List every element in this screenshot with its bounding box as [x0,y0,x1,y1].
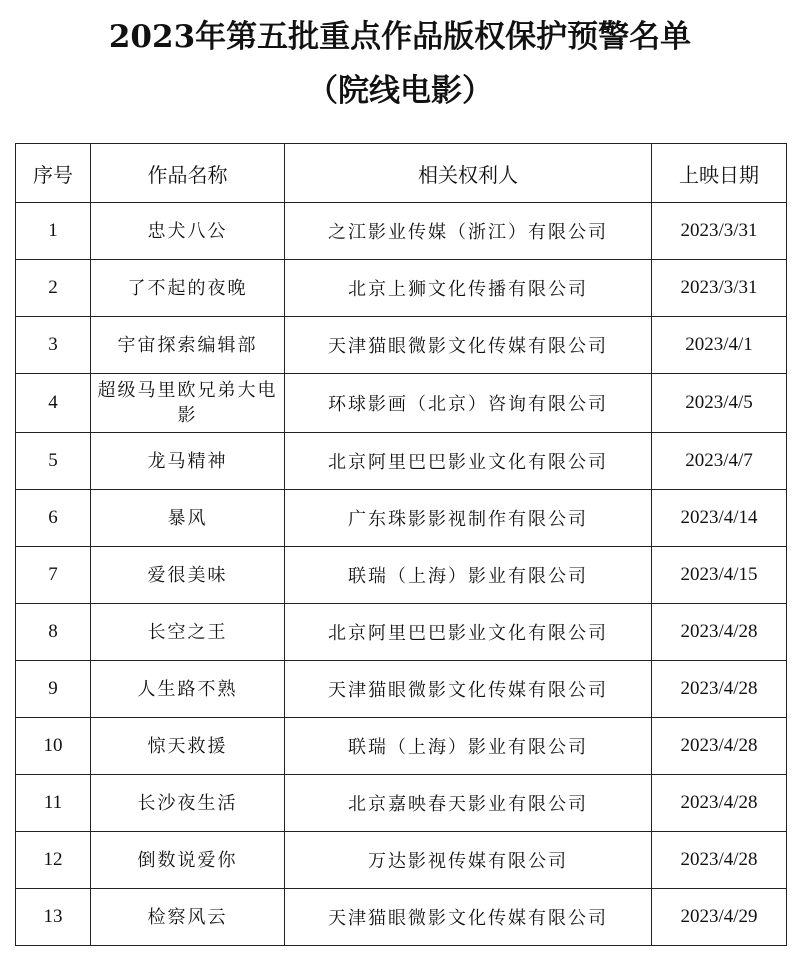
cell-no: 6 [16,490,91,547]
table-row [16,433,787,490]
cell-rightholder: 北京嘉映春天影业有限公司 [285,775,652,832]
cell-rightholder: 北京阿里巴巴影业文化有限公司 [285,433,652,490]
table-row [16,775,787,832]
cell-no: 4 [16,374,91,433]
table-row [16,317,787,374]
cell-release-date: 2023/4/28 [652,718,787,775]
cell-no: 8 [16,604,91,661]
cell-title: 了不起的夜晚 [91,260,285,317]
cell-release-date: 2023/4/29 [652,889,787,946]
cell-release-date: 2023/3/31 [652,260,787,317]
cell-title: 暴风 [91,490,285,547]
cell-release-date: 2023/4/15 [652,547,787,604]
cell-rightholder: 广东珠影影视制作有限公司 [285,490,652,547]
cell-rightholder: 天津猫眼微影文化传媒有限公司 [285,661,652,718]
cell-title: 人生路不熟 [91,661,285,718]
cell-rightholder: 之江影业传媒（浙江）有限公司 [285,203,652,260]
cell-title [91,374,285,433]
cell-release-date: 2023/3/31 [652,203,787,260]
cell-no: 5 [16,433,91,490]
cell-no: 13 [16,889,91,946]
cell-no: 2 [16,260,91,317]
cell-rightholder: 天津猫眼微影文化传媒有限公司 [285,889,652,946]
table-row [16,661,787,718]
cell-release-date: 2023/4/1 [652,317,787,374]
cell-rightholder: 北京上狮文化传播有限公司 [285,260,652,317]
cell-release-date: 2023/4/7 [652,433,787,490]
cell-no: 10 [16,718,91,775]
cell-release-date: 2023/4/28 [652,604,787,661]
cell-release-date: 2023/4/14 [652,490,787,547]
cell-no: 7 [16,547,91,604]
cell-no: 11 [16,775,91,832]
cell-title: 爱很美味 [91,547,285,604]
cell-no: 9 [16,661,91,718]
cell-title: 长空之王 [91,604,285,661]
cell-release-date: 2023/4/28 [652,832,787,889]
cell-title: 检察风云 [91,889,285,946]
warning-list-table [15,143,787,946]
cell-title: 长沙夜生活 [91,775,285,832]
cell-rightholder: 联瑞（上海）影业有限公司 [285,547,652,604]
document-title: 2023年第五批重点作品版权保护预警名单 [108,19,692,55]
table-row [16,889,787,946]
header-no: 序号 [16,144,91,203]
table-row [16,490,787,547]
document-subtitle: （院线电影） [307,73,493,109]
table-row [16,547,787,604]
cell-title: 忠犬八公 [91,203,285,260]
cell-rightholder: 天津猫眼微影文化传媒有限公司 [285,317,652,374]
header-release-date: 上映日期 [652,144,787,203]
cell-no: 1 [16,203,91,260]
cell-title-text: 超级马里欧兄弟大电影 [97,380,278,426]
cell-no: 12 [16,832,91,889]
cell-release-date: 2023/4/28 [652,661,787,718]
cell-title: 宇宙探索编辑部 [91,317,285,374]
cell-release-date: 2023/4/28 [652,775,787,832]
header-title: 作品名称 [91,144,285,203]
table-row [16,260,787,317]
table-header-row [16,144,787,203]
cell-title: 惊天救援 [91,718,285,775]
cell-rightholder: 环球影画（北京）咨询有限公司 [285,374,652,433]
table-row [16,718,787,775]
cell-rightholder: 北京阿里巴巴影业文化有限公司 [285,604,652,661]
cell-rightholder: 联瑞（上海）影业有限公司 [285,718,652,775]
cell-title: 龙马精神 [91,433,285,490]
cell-no: 3 [16,317,91,374]
cell-rightholder: 万达影视传媒有限公司 [285,832,652,889]
table-row [16,832,787,889]
table-row [16,203,787,260]
cell-title: 倒数说爱你 [91,832,285,889]
table-row [16,604,787,661]
header-rightholder: 相关权利人 [285,144,652,203]
table-row [16,374,787,433]
cell-release-date: 2023/4/5 [652,374,787,433]
